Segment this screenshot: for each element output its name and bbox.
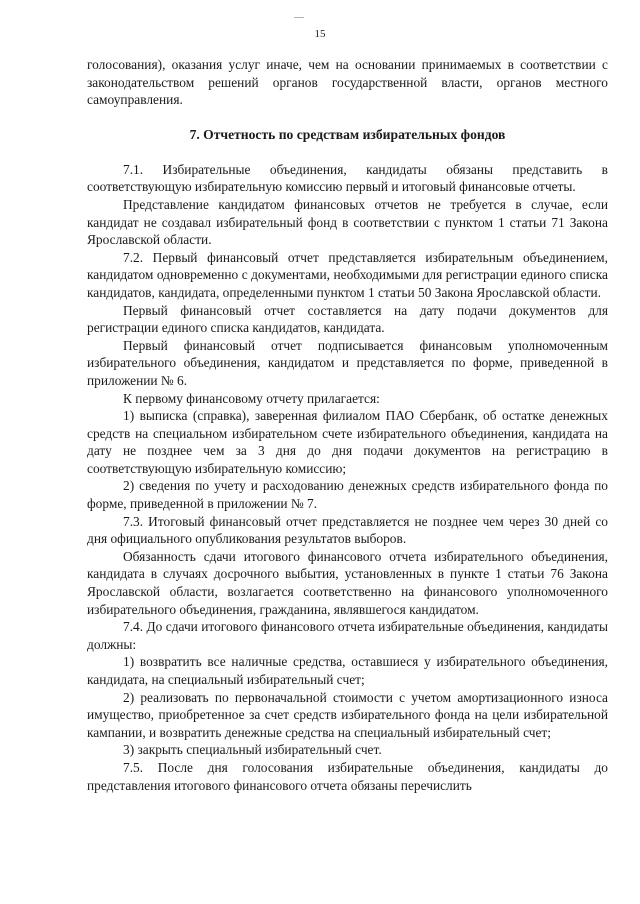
list-item-return-cash: 1) возвратить все наличные средства, оставшиеся у избирательного объединения, кандидата, на специальный избирательный счет; [87, 654, 608, 687]
page-number: 15 [314, 28, 326, 40]
paragraph-7-5: 7.5. После дня голосования избирательные объединения, кандидаты до представления итогового финансового отчета обязаны перечислить [87, 759, 608, 793]
paragraph-7-1: 7.1. Избирательные объединения, кандидаты обязаны представить в соответствующую избирательную комиссию первый и итоговый финансовые отчеты. [87, 161, 608, 195]
page-top-mark [294, 17, 304, 18]
paragraph-continuation: голосования), оказания услуг иначе, чем на основании принимаемых в соответствии с законодательством решений органов государственной власти, органов местного самоуправления. [87, 57, 608, 108]
list-item-sell-property: 2) реализовать по первоначальной стоимости с учетом амортизационного износа имущество, приобретенное за счет средств избирательного фонда на цели избирательной кампании, и возвратить денежные средства на специальный избирательный счет; [87, 689, 608, 740]
paragraph-7-3: 7.3. Итоговый финансовый отчет представляется не позднее чем через 30 дней со дня официального опубликования результатов выборов. [87, 513, 608, 547]
list-item-bank-statement: 1) выписка (справка), заверенная филиалом ПАО Сбербанк, об остатке денежных средств на специальном избирательном счете избирательного объединения, кандидата на дату не позднее чем за 3 дня до дня подачи документов на регистрацию в соответствующую избирательную комиссию; [87, 408, 608, 476]
document-body [87, 56, 608, 794]
paragraph-first-report-signing: Первый финансовый отчет подписывается финансовым уполномоченным избирательного объединения, кандидатом и представляется по форме, приведенной в приложении № 6. [87, 337, 608, 388]
paragraph-candidate-exemption: Представление кандидатом финансовых отчетов не требуется в случае, если кандидат не создавал избирательный фонд в соответствии с пунктом 1 статьи 71 Закона Ярославской области. [87, 196, 608, 248]
section-title: 7. Отчетность по средствам избирательных фондов [189, 126, 506, 142]
paragraph-attachments-intro: К первому финансовому отчету прилагается: [123, 390, 380, 406]
paragraph-7-4: 7.4. До сдачи итогового финансового отчета избирательные объединения, кандидаты должны: [87, 619, 608, 652]
list-item-close-account: 3) закрыть специальный избирательный счет. [123, 742, 382, 758]
list-item-fund-accounting: 2) сведения по учету и расходованию денежных средств избирательного фонда по форме, приведенной в приложении № 7. [87, 478, 608, 512]
paragraph-7-2: 7.2. Первый финансовый отчет представляется избирательным объединением, кандидатом одновременно с документами, необходимыми для регистрации единого списка кандидатов, кандидата, определенными пунктом 1 статьи 50 Закона Ярославской области. [87, 249, 608, 300]
paragraph-early-withdrawal: Обязанность сдачи итогового финансового отчета избирательного объединения, кандидата в случаях досрочного выбытия, установленных в пункте 1 статьи 76 Закона Ярославской области, возлагается соответственно на финансового уполномоченного избирательного объединения, гражданина, являвшегося кандидатом. [87, 548, 608, 617]
paragraph-first-report-date: Первый финансовый отчет составляется на дату подачи документов для регистрации единого списка кандидатов, кандидата. [87, 302, 608, 336]
